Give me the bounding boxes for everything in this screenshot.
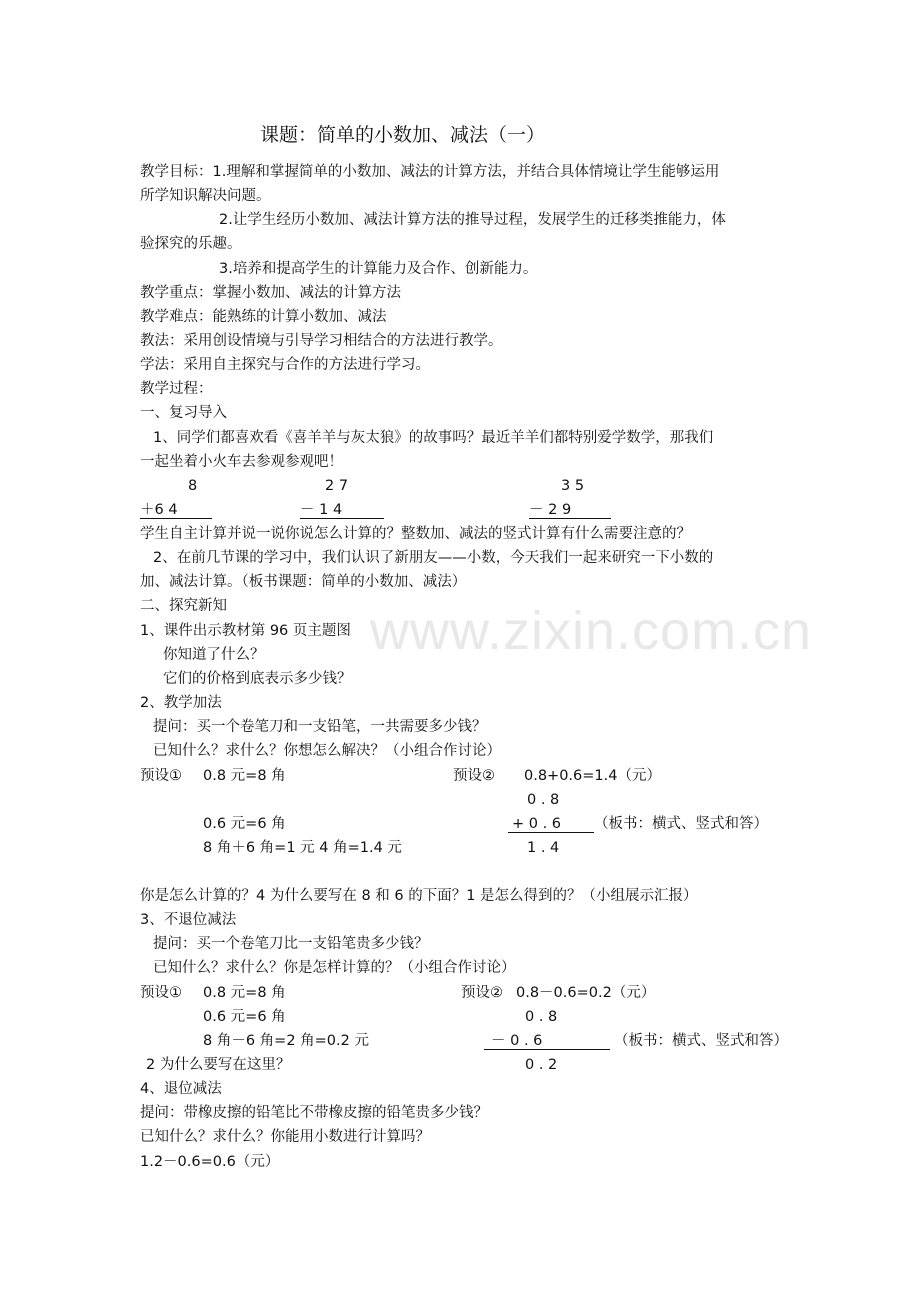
learning-method: 学法：采用自主探究与合作的方法进行学习。	[140, 357, 430, 373]
add-preset-1-line-3: 8 角＋6 角=1 元 4 角=1.4 元	[203, 840, 402, 856]
process-heading: 教学过程：	[140, 381, 213, 397]
sub-preset-1-label: 预设①	[140, 985, 182, 1001]
teaching-method: 教法：采用创设情境与引导学习相结合的方法进行教学。	[140, 333, 503, 349]
calc-3-bottom: － 2 9	[529, 502, 572, 518]
sub-question: 2 为什么要写在这里？	[146, 1057, 291, 1073]
calc-3-underline	[529, 518, 611, 519]
sub-preset-1-line-1: 0.8 元=8 角	[203, 985, 286, 1001]
item-4: 4、退位减法	[140, 1081, 222, 1097]
add-preset-1-label: 预设①	[140, 768, 182, 784]
sub-vertical-line-1: 0 . 8	[525, 1009, 558, 1025]
sub-vertical-result: 0 . 2	[525, 1057, 558, 1073]
calc-1-top: 8	[188, 478, 198, 494]
item-3-known: 已知什么？求什么？你是怎样计算的？（小组合作讨论）	[153, 960, 516, 976]
section-1-paragraph-1: 1、同学们都喜欢看《喜羊羊与灰太狼》的故事吗？最近羊羊们都特别爱学数学，那我们	[153, 430, 714, 446]
item-4-ask: 提问：带橡皮擦的铅笔比不带橡皮擦的铅笔贵多少钱？	[140, 1105, 488, 1121]
add-equation: 0.8+0.6=1.4（元）	[524, 768, 661, 784]
add-question: 你是怎么计算的？4 为什么要写在 8 和 6 的下面？1 是怎么得到的？（小组展示汇报）	[140, 888, 698, 904]
objective-line-1-cont: 所学知识解决问题。	[140, 188, 271, 204]
sub-preset-1-line-3: 8 角－6 角=2 角=0.2 元	[203, 1033, 369, 1049]
sub-equation: 0.8－0.6=0.2（元）	[516, 985, 656, 1001]
add-vertical-underline	[508, 832, 594, 833]
item-3: 3、不退位减法	[140, 912, 237, 928]
add-vertical-result: 1 . 4	[527, 840, 560, 856]
objective-line-1: 教学目标：1.理解和掌握简单的小数加、减法的计算方法，并结合具体情境让学生能够运用	[140, 164, 720, 180]
watermark: www.zixin.com.cn	[370, 601, 813, 661]
objective-line-2: 2.让学生经历小数加、减法计算方法的推导过程，发展学生的迁移类推能力，体	[219, 212, 726, 228]
section-1-paragraph-3: 2、在前几节课的学习中，我们认识了新朋友——小数，今天我们一起来研究一下小数的	[153, 550, 714, 566]
section-1-paragraph-3-cont: 加、减法计算。（板书课题：简单的小数加、减法）	[140, 574, 467, 590]
sub-preset-2-label: 预设②	[461, 985, 503, 1001]
item-4-equation: 1.2－0.6=0.6（元）	[140, 1154, 280, 1170]
difficulty: 教学难点：能熟练的计算小数加、减法	[140, 309, 387, 325]
add-preset-1-line-1: 0.8 元=8 角	[203, 768, 286, 784]
sub-preset-1-line-2: 0.6 元=6 角	[203, 1009, 286, 1025]
add-vertical-line-1: 0 . 8	[527, 792, 560, 808]
item-1-question-1: 你知道了什么？	[163, 647, 265, 663]
section-1-paragraph-1-cont: 一起坐着小火车去参观参观吧！	[140, 454, 343, 470]
item-2-ask: 提问：买一个卷笔刀和一支铅笔，一共需要多少钱？	[153, 719, 487, 735]
sub-vertical-line-2: － 0 . 6	[491, 1033, 543, 1049]
section-1-heading: 一、复习导入	[140, 405, 227, 421]
calc-1-bottom: ＋6 4	[140, 502, 178, 518]
item-4-known: 已知什么？求什么？你能用小数进行计算吗？	[140, 1129, 430, 1145]
item-2-known: 已知什么？求什么？你想怎么解决？（小组合作讨论）	[153, 743, 501, 759]
section-2-heading: 二、探究新知	[140, 598, 227, 614]
calc-3-top: 3 5	[561, 478, 585, 494]
key-point: 教学重点：掌握小数加、减法的计算方法	[140, 285, 401, 301]
item-3-ask: 提问：买一个卷笔刀比一支铅笔贵多少钱？	[153, 936, 429, 952]
item-1-question-2: 它们的价格到底表示多少钱？	[163, 671, 352, 687]
item-2: 2、教学加法	[140, 695, 222, 711]
section-1-paragraph-2: 学生自主计算并说一说你说怎么计算的？整数加、减法的竖式计算有什么需要注意的？	[140, 526, 691, 542]
objective-line-2-cont: 验探究的乐趣。	[140, 236, 242, 252]
add-vertical-line-2: + 0 . 6	[512, 816, 562, 832]
item-1: 1、课件出示教材第 96 页主题图	[140, 623, 351, 639]
calc-1-underline	[140, 518, 212, 519]
add-board-note: （板书：横式、竖式和答）	[594, 816, 768, 832]
calc-2-top: 2 7	[325, 478, 349, 494]
calc-2-bottom: － 1 4	[300, 502, 343, 518]
calc-2-underline	[300, 518, 384, 519]
sub-board-note: （板书：横式、竖式和答）	[614, 1033, 788, 1049]
objective-line-3: 3.培养和提高学生的计算能力及合作、创新能力。	[219, 261, 538, 277]
document-title: 课题：简单的小数加、减法（一）	[260, 124, 546, 146]
add-preset-1-line-2: 0.6 元=6 角	[203, 816, 286, 832]
add-preset-2-label: 预设②	[453, 768, 495, 784]
sub-vertical-underline	[484, 1049, 610, 1050]
